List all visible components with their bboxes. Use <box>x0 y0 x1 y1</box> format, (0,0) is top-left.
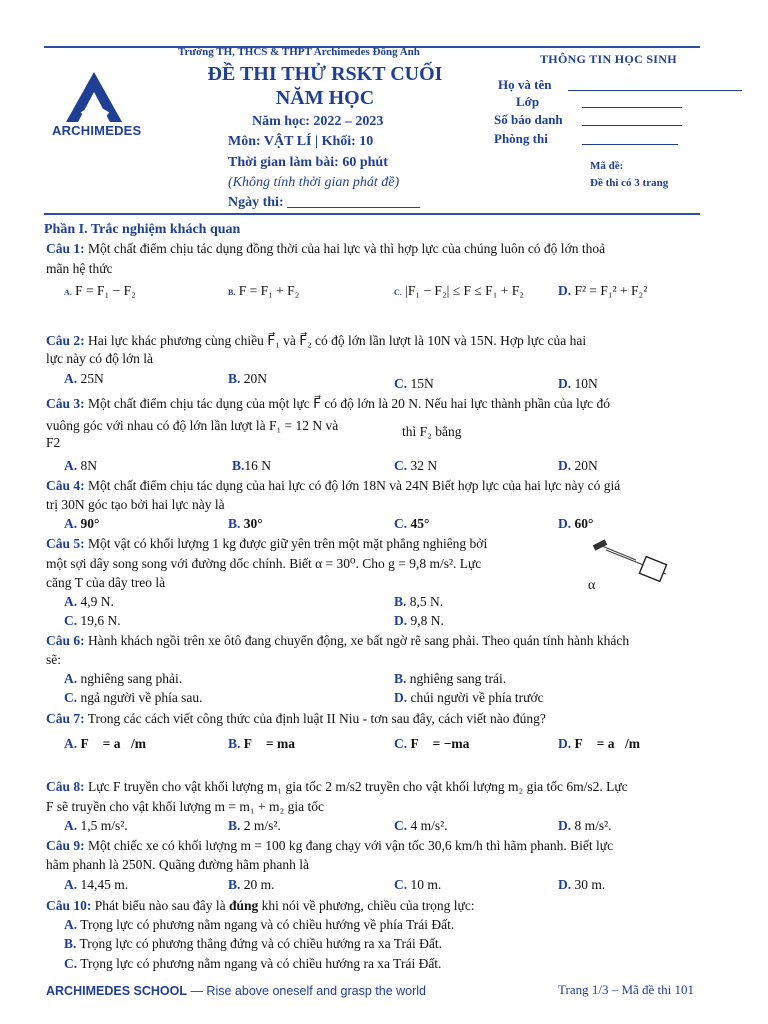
question-text-cont: căng T của dây treo là <box>46 575 166 590</box>
archimedes-logo-icon <box>64 70 124 124</box>
question-text-cont: F sẽ truyền cho vật khối lượng m = m₁ + m₂ gia tốc <box>46 799 324 814</box>
student-info-title: THÔNG TIN HỌC SINH <box>540 52 677 66</box>
option-d[interactable]: D. F² = F₁² + F₂² <box>558 283 648 298</box>
option-c[interactable]: C. 4 m/s². <box>394 818 448 833</box>
question-emphasis: đúng <box>228 898 259 913</box>
question-text: Một chất điểm chịu tác dụng của hai lực có độ lớn 18N và 24N Biết hợp lực của hai lực này có giá <box>88 478 621 493</box>
footer-slogan: — Rise above oneself and grasp the world <box>186 984 427 998</box>
field-full-name-label: Họ và tên <box>498 77 552 92</box>
question-text-cont: trị 30N góc tạo bởi hai lực này là <box>46 497 225 512</box>
option-d[interactable]: D. 9,8 N. <box>394 613 444 628</box>
header-bottom-rule <box>44 213 700 215</box>
question-7: Câu 7: Trong các cách viết công thức của định luật II Niu - tơn sau đây, cách viết nào đúng? <box>46 711 546 726</box>
option-c[interactable]: C. 32 N <box>394 458 438 473</box>
option-b[interactable]: B. F = F₁ + F₂ <box>228 283 300 298</box>
duration-note: (Không tính thời gian phát đề) <box>228 175 400 190</box>
question-text-cont: mãn hệ thức <box>46 261 113 276</box>
option-a[interactable]: A. F = F₁ − F₂ <box>64 283 136 298</box>
question-text-cont: thì F₂ bằng <box>402 424 462 439</box>
footer-school <box>46 984 426 998</box>
option-b[interactable]: B. Trọng lực có phương thẳng đứng và có chiều hướng ra xa Trái Đất. <box>64 936 443 951</box>
option-d[interactable]: D. 10N <box>558 376 598 391</box>
option-c[interactable]: C. Trọng lực có phương nằm ngang và có chiều hướng ra xa Trái Đất. <box>64 956 442 971</box>
option-b[interactable]: B. F⃗ = ma⃗ <box>228 736 306 751</box>
logo-wordmark: ARCHIMEDES <box>52 123 142 138</box>
question-text: Một chất điểm chịu tác dụng của một lực F⃗ có độ lớn là 20 N. Nếu hai lực thành phần của lực đó <box>88 396 610 411</box>
option-c[interactable]: C. 10 m. <box>394 877 442 892</box>
question-8: Câu 8: Lực F truyền cho vật khối lượng m₁ gia tốc 2 m/s2 truyền cho vật khối lượng m₂ gia tốc 6m/s2. Lực <box>46 779 628 794</box>
option-b[interactable]: B. 30° <box>228 516 263 531</box>
question-text-cont: F2 <box>46 435 61 450</box>
school-year: Năm học: 2022 – 2023 <box>252 114 384 129</box>
exam-code-label: Mã đề: <box>590 160 624 172</box>
option-a[interactable]: A. 14,45 m. <box>64 877 129 892</box>
option-c[interactable]: C. |F₁ − F₂| ≤ F ≤ F₁ + F₂ <box>394 283 524 298</box>
option-c[interactable]: C. 45° <box>394 516 430 531</box>
field-candidate-number-label: Số báo danh <box>494 112 563 127</box>
question-text: Hành khách ngồi trên xe ôtô đang chuyển động, xe bất ngờ rẽ sang phải. Theo quán tính hành khách <box>88 633 630 648</box>
question-6: Câu 6: Hành khách ngồi trên xe ôtô đang chuyển động, xe bất ngờ rẽ sang phải. Theo quán tính hành khách <box>46 633 630 648</box>
question-text: Trong các cách viết công thức của định luật II Niu - tơn sau đây, cách viết nào đúng? <box>87 711 546 726</box>
option-d[interactable]: D. F⃗ = a⃗/m <box>558 736 640 751</box>
question-text: Một vật có khối lượng 1 kg được giữ yên trên một mặt phẳng nghiêng bởi <box>88 536 488 551</box>
pages-note: Đề thi có 3 trang <box>590 177 669 189</box>
option-d[interactable]: D. 30 m. <box>558 877 606 892</box>
section-title: Phần I. Trắc nghiệm khách quan <box>44 222 241 237</box>
incline-figure <box>590 534 702 598</box>
field-full-name-line[interactable] <box>568 90 742 91</box>
exam-title-line1: ĐỀ THI THỬ RSKT CUỐI <box>207 63 443 85</box>
option-b[interactable]: B. 2 m/s². <box>228 818 281 833</box>
option-a[interactable]: A. 1,5 m/s². <box>64 818 128 833</box>
field-class-label: Lớp <box>516 94 540 109</box>
exam-title-line2: NĂM HỌC <box>275 87 375 109</box>
exam-date: Ngày thi: ___________________ <box>228 195 421 210</box>
footer-page-info: Trang 1/3 – Mã đề thi 101 <box>558 982 695 997</box>
option-b[interactable]: B. nghiêng sang trái. <box>394 671 507 686</box>
option-c[interactable]: C. F⃗ = −ma⃗ <box>394 736 480 751</box>
question-text-cont: một sợi dây song song với đường dốc chính. Biết α = 30⁰. Cho g = 9,8 m/s². Lực <box>46 556 482 571</box>
school-name: Trường TH, THCS & THPT Archimedes Đông Anh <box>178 46 420 58</box>
subject-grade: Môn: VẬT LÍ | Khối: 10 <box>228 134 374 149</box>
question-text-cont: sẽ: <box>46 652 61 667</box>
option-a[interactable]: A. 90° <box>64 516 100 531</box>
option-d[interactable]: D. 20N <box>558 458 598 473</box>
option-b[interactable]: B. 20 m. <box>228 877 275 892</box>
question-text-cont: lực này có độ lớn là <box>46 351 154 366</box>
question-text-cont: hãm phanh là 250N. Quãng đường hãm phanh là <box>46 857 310 872</box>
field-candidate-number-line[interactable] <box>582 125 682 126</box>
angle-alpha-label: α <box>588 578 596 593</box>
option-c[interactable]: C. 19,6 N. <box>64 613 121 628</box>
option-b[interactable]: B.16 N <box>232 458 272 473</box>
option-a[interactable]: A. nghiêng sang phải. <box>64 671 183 686</box>
footer-school-name: ARCHIMEDES SCHOOL <box>46 984 187 998</box>
option-d[interactable]: D. 60° <box>558 516 594 531</box>
question-text: Hai lực khác phương cùng chiều F⃗₁ và F⃗₂ có độ lớn lần lượt là 10N và 15N. Hợp lực của hai <box>88 333 587 348</box>
question-2: Câu 2: Hai lực khác phương cùng chiều F⃗₁ và F⃗₂ có độ lớn lần lượt là 10N và 15N. Hợp lực của hai <box>46 333 587 348</box>
question-text: Một chất điểm chịu tác dụng đồng thời của hai lực và thì hợp lực của chúng luôn có độ lớn thoả <box>88 241 606 256</box>
question-label: Câu 1: <box>46 241 85 256</box>
option-c[interactable]: C. ngả người về phía sau. <box>64 690 203 705</box>
question-9: Câu 9: Một chiếc xe có khối lượng m = 100 kg đang chạy với vận tốc 30,6 km/h thì hãm phanh. Biết lực <box>46 838 614 853</box>
question-1 <box>46 240 605 258</box>
question-text-cont: vuông góc với nhau có độ lớn lần lượt là F₁ = 12 N và <box>46 418 339 433</box>
question-text: Phát biểu nào sau đây là <box>94 898 229 913</box>
option-d[interactable]: D. 8 m/s². <box>558 818 612 833</box>
option-c[interactable]: C. 15N <box>394 376 434 391</box>
field-room-label: Phòng thi <box>494 131 548 146</box>
option-d[interactable]: D. chúi người về phía trước <box>394 690 544 705</box>
option-b[interactable]: B. 20N <box>228 371 268 386</box>
field-room-line[interactable] <box>582 144 678 145</box>
option-b[interactable]: B. 8,5 N. <box>394 594 444 609</box>
question-4: Câu 4: Một chất điểm chịu tác dụng của hai lực có độ lớn 18N và 24N Biết hợp lực của hai lực này có giá <box>46 478 621 493</box>
question-text: Lực F truyền cho vật khối lượng m₁ gia tốc 2 m/s2 truyền cho vật khối lượng m₂ gia tốc 6m/s2. Lực <box>88 779 628 794</box>
option-a[interactable]: A. 8N <box>64 458 97 473</box>
option-a[interactable]: A. F⃗ = a⃗/m <box>64 736 146 751</box>
question-3: Câu 3: Một chất điểm chịu tác dụng của một lực F⃗ có độ lớn là 20 N. Nếu hai lực thành phần của lực đó <box>46 396 610 411</box>
question-5: Câu 5: Một vật có khối lượng 1 kg được giữ yên trên một mặt phẳng nghiêng bởi <box>46 536 488 551</box>
field-class-line[interactable] <box>582 107 682 108</box>
question-10: Câu 10: Phát biểu nào sau đây là đúng khi nói về phương, chiều của trọng lực: <box>46 898 475 913</box>
option-a[interactable]: A. 25N <box>64 371 104 386</box>
option-a[interactable]: A. Trọng lực có phương nằm ngang và có chiều hướng về phía Trái Đất. <box>64 917 455 932</box>
question-text: Một chiếc xe có khối lượng m = 100 kg đang chạy với vận tốc 30,6 km/h thì hãm phanh. Biết lực <box>88 838 614 853</box>
exam-duration: Thời gian làm bài: 60 phút <box>228 155 388 170</box>
option-a[interactable]: A. 4,9 N. <box>64 594 114 609</box>
